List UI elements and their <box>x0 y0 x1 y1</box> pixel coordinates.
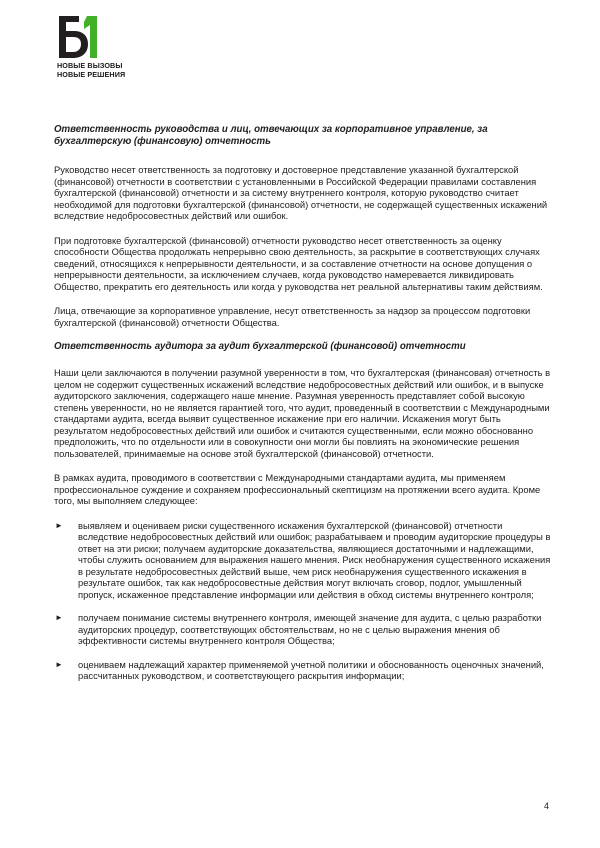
logo-line-2: НОВЫЕ РЕШЕНИЯ <box>57 69 126 79</box>
list-item <box>54 612 554 647</box>
paragraph: Руководство несет ответственность за подготовку и достоверное представление указанной бухгалтерской (финансовой) отчетности в соответствии с установленными в Российской Федерации правилами составления бухгалтерской (финансовой) отчетности и за систему внутреннего контроля, которую руководство считает необходимой для подготовки бухгалтерской (финансовой) отчетности, не содержащей существенных искажений вследствие недобросовестных действий или ошибок. <box>54 164 548 221</box>
logo-text <box>57 62 147 79</box>
list-item <box>54 520 554 601</box>
company-logo <box>57 14 147 79</box>
paragraph: При подготовке бухгалтерской (финансовой) отчетности руководство несет ответственность за оценку способности Общества продолжать непрерывно свою деятельность, за раскрытие в соответствующих случаях сведений, относящихся к непрерывности деятельности, и за составление отчетности на основе допущения о непрерывности деятельности, за исключением случаев, когда руководство намеревается ликвидировать Общество, прекратить его деятельность или когда у руководства нет реальной альтернативы таким действиям. <box>54 234 543 292</box>
paragraph: Лица, отвечающие за корпоративное управление, несут ответственность за надзор за процессом подготовки бухгалтерской (финансовой) отчетности Общества. <box>54 305 531 328</box>
b1-logo-icon <box>57 14 101 60</box>
list-item-text: оцениваем надлежащий характер применяемой учетной политики и обоснованность оценочных значений, рассчитанных руководством, и соответствующего раскрытия информации; <box>78 658 544 681</box>
section-heading-management: Ответственность руководства и лиц, отвечающих за корпоративное управление, за бухгалтерскую (финансовую) отчетность <box>54 124 488 147</box>
list-item-text: выявляем и оцениваем риски существенного искажения бухгалтерской (финансовой) отчетности вследствие недобросовестных действий или ошибок; разрабатываем и проводим аудиторские процедуры в ответ на эти риски; получаем аудиторские доказательства, являющиеся достаточными и надлежащими, чтобы служить основанием для выражения нашего мнения. Риск необнаружения существенного искажения в результате недобросовестных действий выше, чем риск необнаружения существенного искажения в результате ошибок, так как недобросовестные действия могут включать сговор, подлог, умышленный пропуск, искаженное представление информации или действия в обход системы внутреннего контроля; <box>78 519 551 600</box>
list-item-text: получаем понимание системы внутреннего контроля, имеющей значение для аудита, с целью разработки аудиторских процедур, соответствующих обстоятельствам, но не с целью выражения мнения об эффективности системы внутреннего контроля Общества; <box>78 612 542 646</box>
logo-line-1: НОВЫЕ ВЫЗОВЫ <box>57 61 123 70</box>
paragraph: Наши цели заключаются в получении разумной уверенности в том, что бухгалтерская (финансовая) отчетность в целом не содержит существенных искажений вследствие недобросовестных действий или ошибок, и в выпуске аудиторского заключения, содержащего наше мнение. Разумная уверенность представляет собой высокую степень уверенности, но не является гарантией того, что аудит, проведенный в соответствии с Международными стандартами аудита, всегда выявит существенное искажение при его наличии. Искажения могут быть результатом недобросовестных действий или ошибок и считаются существенными, если можно обоснованно предположить, что по отдельности или в совокупности они могли бы повлиять на экономические решения пользователей, принимаемые на основе этой бухгалтерской (финансовой) отчетности. <box>54 367 551 459</box>
procedures-list <box>54 520 554 682</box>
paragraph: В рамках аудита, проводимого в соответствии с Международными стандартами аудита, мы применяем профессиональное суждение и сохраняем профессиональный скептицизм на протяжении всего аудита. Кроме того, мы выполняем следующее: <box>54 472 541 506</box>
bullet-arrow-icon: ► <box>55 613 63 622</box>
bullet-arrow-icon: ► <box>55 659 63 669</box>
document-body <box>54 124 554 694</box>
list-item <box>54 659 554 682</box>
bullet-arrow-icon: ► <box>55 520 63 530</box>
page-number: 4 <box>544 801 550 811</box>
section-heading-auditor: Ответственность аудитора за аудит бухгалтерской (финансовой) отчетности <box>54 341 466 352</box>
